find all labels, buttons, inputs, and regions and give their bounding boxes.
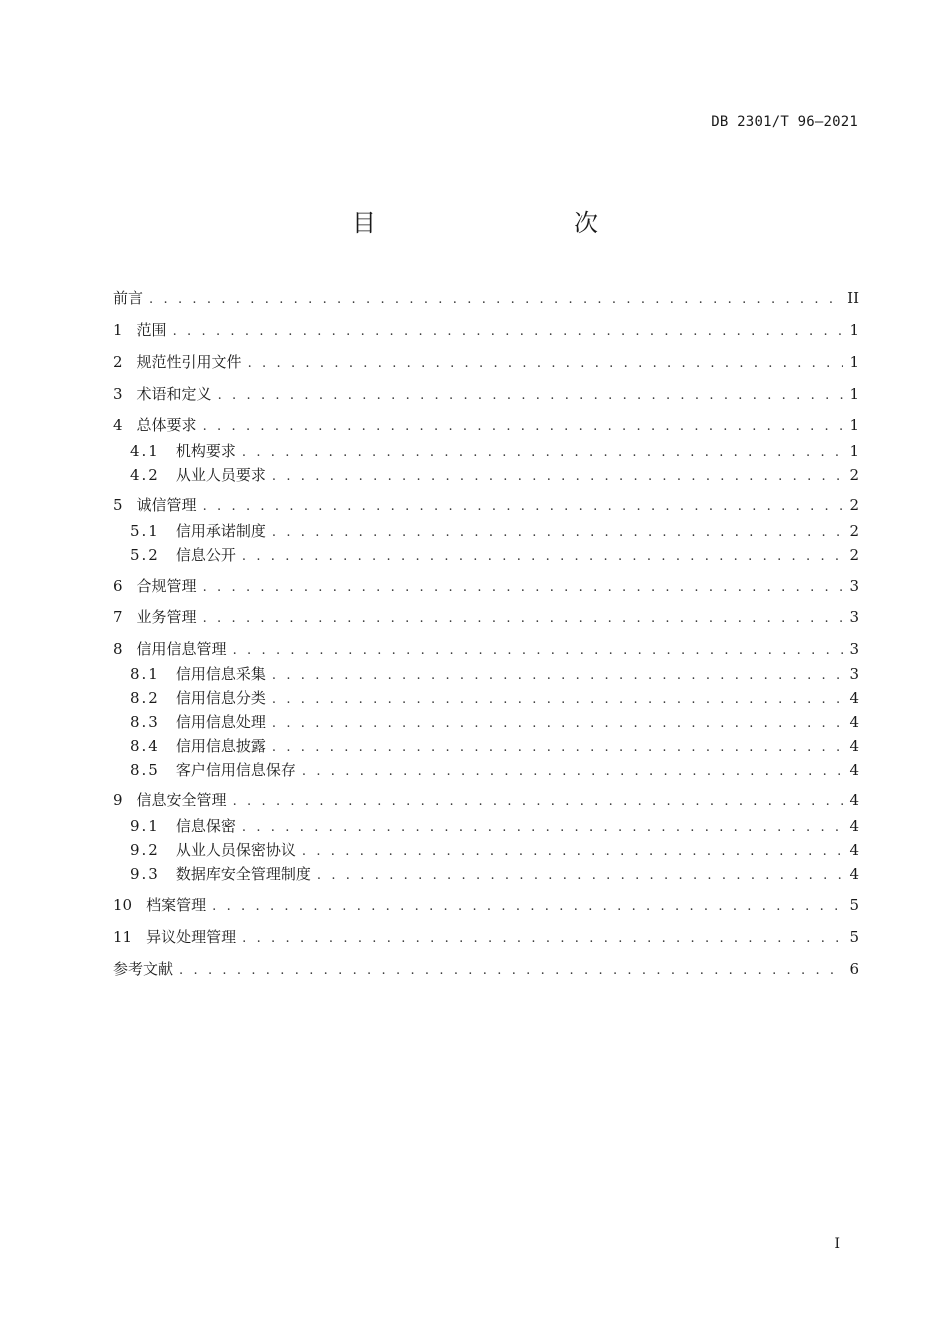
dot-leader xyxy=(203,578,843,598)
toc-entry-label xyxy=(113,639,227,659)
dot-leader xyxy=(302,762,843,782)
toc-entry-number: 7 xyxy=(113,608,123,626)
toc-entry-title: 规范性引用文件 xyxy=(136,353,242,371)
toc-entry-title: 业务管理 xyxy=(136,608,197,626)
toc-entry-title: 合规管理 xyxy=(136,577,197,595)
toc-entry-number: 8.4 xyxy=(130,737,160,755)
toc-entry-label xyxy=(130,441,236,461)
toc-entry-label xyxy=(130,465,266,485)
dot-leader xyxy=(203,609,843,629)
toc-entry-title: 信息公开 xyxy=(175,546,236,564)
dot-leader xyxy=(149,290,841,310)
dot-leader xyxy=(242,818,843,838)
toc-entry[interactable] xyxy=(113,495,859,517)
toc-entry[interactable] xyxy=(113,736,859,758)
toc-entry[interactable] xyxy=(113,352,859,374)
toc-entry-label xyxy=(113,320,167,340)
toc-entry-label xyxy=(130,816,236,836)
toc-entry[interactable] xyxy=(113,959,859,981)
toc-entry-number: 9.2 xyxy=(130,841,160,859)
toc-entry-title: 数据库安全管理制度 xyxy=(175,865,311,883)
toc-entry[interactable] xyxy=(113,607,859,629)
toc-entry-title: 客户信用信息保存 xyxy=(175,761,296,779)
toc-entry-number: 9 xyxy=(113,791,123,809)
toc-entry-number: 1 xyxy=(113,321,123,339)
toc-entry-number: 4 xyxy=(113,416,123,434)
toc-entry[interactable] xyxy=(113,927,859,949)
toc-entry-label xyxy=(113,895,206,915)
toc-entry[interactable] xyxy=(113,639,859,661)
toc-entry-page: 4 xyxy=(849,713,859,731)
toc-entry-label xyxy=(113,352,242,372)
toc-entry-title: 机构要求 xyxy=(175,442,236,460)
toc-entry-page: 2 xyxy=(849,496,859,514)
toc-entry-label xyxy=(113,576,197,596)
toc-entry-number: 8 xyxy=(113,640,123,658)
dot-leader xyxy=(233,792,843,812)
toc-entry-label xyxy=(113,384,212,404)
toc-entry[interactable] xyxy=(113,288,859,310)
toc-entry-number: 5.2 xyxy=(130,546,160,564)
toc-entry[interactable] xyxy=(113,816,859,838)
toc-entry-number: 4.2 xyxy=(130,466,160,484)
dot-leader xyxy=(302,842,843,862)
toc-entry-title: 术语和定义 xyxy=(136,385,212,403)
dot-leader xyxy=(233,641,843,661)
toc-entry-title: 信用信息分类 xyxy=(175,689,266,707)
toc-entry-page: 3 xyxy=(849,608,859,626)
toc-entry[interactable] xyxy=(113,415,859,437)
toc-entry-page: 4 xyxy=(849,817,859,835)
toc-entry-title: 诚信管理 xyxy=(136,496,197,514)
toc-entry-title: 从业人员要求 xyxy=(175,466,266,484)
toc-entry-page: 2 xyxy=(849,546,859,564)
dot-leader xyxy=(203,417,843,437)
toc-entry-number: 10 xyxy=(113,896,133,914)
toc-entry-title: 总体要求 xyxy=(136,416,197,434)
toc-entry-title: 异议处理管理 xyxy=(146,928,237,946)
toc-entry[interactable] xyxy=(113,664,859,686)
toc-entry[interactable] xyxy=(113,465,859,487)
toc-entry-page: 4 xyxy=(849,791,859,809)
toc-entry-page: 1 xyxy=(849,416,859,434)
dot-leader xyxy=(242,443,843,463)
toc-entry-number: 4.1 xyxy=(130,442,160,460)
toc-entry-page: 4 xyxy=(849,689,859,707)
dot-leader xyxy=(272,690,843,710)
dot-leader xyxy=(272,666,843,686)
toc-entry-number: 8.1 xyxy=(130,665,160,683)
dot-leader xyxy=(272,467,843,487)
toc-entry[interactable] xyxy=(113,864,859,886)
toc-entry-label xyxy=(130,545,236,565)
toc-entry[interactable] xyxy=(113,712,859,734)
toc-entry[interactable] xyxy=(113,576,859,598)
toc-entry-title: 信用信息管理 xyxy=(136,640,227,658)
toc-entry[interactable] xyxy=(113,760,859,782)
toc-entry-label xyxy=(113,790,227,810)
page-number: I xyxy=(834,1236,840,1252)
toc-entry-page: 4 xyxy=(849,865,859,883)
dot-leader xyxy=(317,866,843,886)
toc-entry[interactable] xyxy=(113,840,859,862)
toc-entry-label xyxy=(130,760,296,780)
toc-entry-title: 信息保密 xyxy=(175,817,236,835)
toc-entry-number: 9.1 xyxy=(130,817,160,835)
dot-leader xyxy=(179,961,843,981)
toc-entry-label xyxy=(113,288,143,308)
toc-entry-title: 档案管理 xyxy=(146,896,207,914)
toc-entry-title: 信用信息处理 xyxy=(175,713,266,731)
toc-entry-number: 8.2 xyxy=(130,689,160,707)
toc-entry-title: 信用信息采集 xyxy=(175,665,266,683)
toc-entry[interactable] xyxy=(113,545,859,567)
dot-leader xyxy=(272,714,843,734)
toc-entry-page: 4 xyxy=(849,761,859,779)
toc-entry-label xyxy=(130,688,266,708)
toc-entry-title: 范围 xyxy=(136,321,167,339)
toc-entry-label xyxy=(130,736,266,756)
dot-leader xyxy=(212,897,843,917)
toc-entry-label xyxy=(113,927,236,947)
toc-entry-page: II xyxy=(847,289,859,307)
toc-entry[interactable] xyxy=(113,441,859,463)
toc-entry-page: 3 xyxy=(849,640,859,658)
toc-entry-title: 从业人员保密协议 xyxy=(175,841,296,859)
toc-entry-page: 2 xyxy=(849,522,859,540)
dot-leader xyxy=(242,929,843,949)
toc-entry-page: 3 xyxy=(849,665,859,683)
toc-entry-page: 1 xyxy=(849,353,859,371)
toc-entry[interactable] xyxy=(113,688,859,710)
document-number: DB 2301/T 96—2021 xyxy=(711,114,858,130)
toc-entry[interactable] xyxy=(113,521,859,543)
toc-entry-label xyxy=(130,840,296,860)
toc-entry[interactable] xyxy=(113,320,859,342)
toc-entry-page: 1 xyxy=(849,385,859,403)
toc-entry-title: 信用信息披露 xyxy=(175,737,266,755)
dot-leader xyxy=(218,386,843,406)
toc-entry-label xyxy=(113,607,197,627)
toc-entry-page: 4 xyxy=(849,841,859,859)
toc-entry-number: 6 xyxy=(113,577,123,595)
toc-entry-title: 信息安全管理 xyxy=(136,791,227,809)
toc-entry[interactable] xyxy=(113,895,859,917)
toc-entry-page: 5 xyxy=(849,896,859,914)
toc-entry-title: 参考文献 xyxy=(113,960,174,978)
toc-entry-number: 3 xyxy=(113,385,123,403)
toc-entry-number: 2 xyxy=(113,353,123,371)
dot-leader xyxy=(272,523,843,543)
toc-entry-number: 5 xyxy=(113,496,123,514)
toc-entry[interactable] xyxy=(113,790,859,812)
toc-entry-number: 11 xyxy=(113,928,133,946)
toc-entry-label xyxy=(130,521,266,541)
dot-leader xyxy=(242,547,843,567)
page-title: 目 次 xyxy=(352,209,648,237)
toc-entry-title: 信用承诺制度 xyxy=(175,522,266,540)
dot-leader xyxy=(272,738,843,758)
toc-entry-page: 4 xyxy=(849,737,859,755)
toc-entry-number: 5.1 xyxy=(130,522,160,540)
dot-leader xyxy=(173,322,843,342)
toc-entry-label xyxy=(113,495,197,515)
toc-entry-page: 1 xyxy=(849,321,859,339)
dot-leader xyxy=(248,354,843,374)
toc-entry-title: 前言 xyxy=(113,289,144,307)
toc-entry-label xyxy=(113,415,197,435)
toc-entry-page: 5 xyxy=(849,928,859,946)
dot-leader xyxy=(203,497,843,517)
toc-entry-page: 6 xyxy=(849,960,859,978)
toc-entry-label xyxy=(130,712,266,732)
toc-entry-number: 8.5 xyxy=(130,761,160,779)
toc-entry-label xyxy=(130,664,266,684)
toc-entry-page: 2 xyxy=(849,466,859,484)
toc-entry-label xyxy=(113,959,173,979)
toc-entry-label xyxy=(130,864,311,884)
toc-entry-page: 3 xyxy=(849,577,859,595)
toc-entry-number: 8.3 xyxy=(130,713,160,731)
toc-entry[interactable] xyxy=(113,384,859,406)
toc-entry-page: 1 xyxy=(849,442,859,460)
toc-entry-number: 9.3 xyxy=(130,865,160,883)
